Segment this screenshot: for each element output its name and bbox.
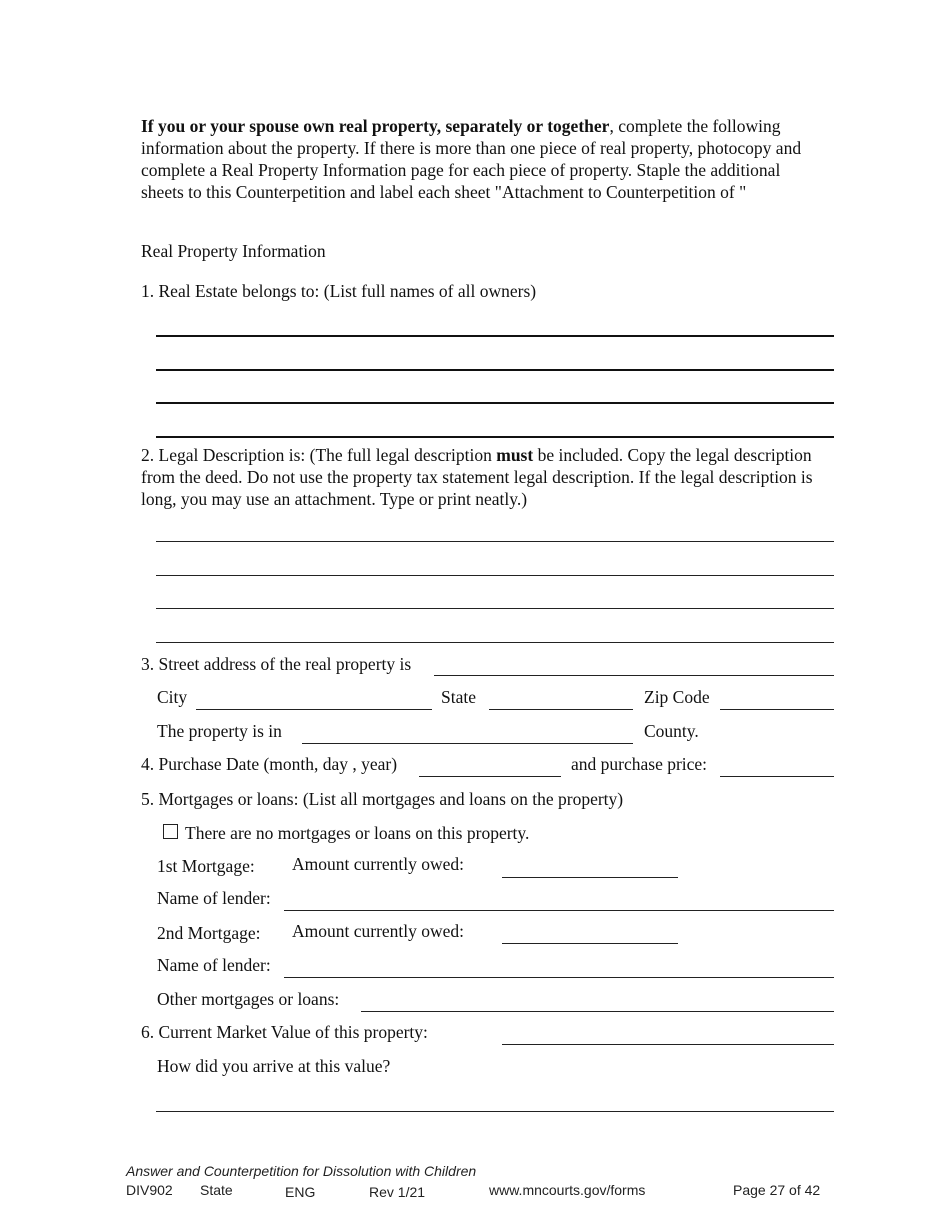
- footer-state: State: [200, 1182, 233, 1198]
- first-amount-owed-label: Amount currently owed:: [292, 854, 465, 874]
- other-loans-field[interactable]: [361, 1011, 834, 1012]
- value-method-label: How did you arrive at this value?: [157, 1056, 391, 1076]
- second-amount-owed-field[interactable]: [502, 943, 678, 944]
- footer-page-number: Page 27 of 42: [733, 1182, 821, 1198]
- first-lender-field[interactable]: [284, 910, 834, 911]
- first-amount-owed-field[interactable]: [502, 877, 678, 878]
- q2-text-before: 2. Legal Description is: (The full legal description: [141, 445, 497, 465]
- zip-label: Zip Code: [644, 687, 710, 707]
- footer-language: ENG: [285, 1184, 316, 1200]
- zip-field[interactable]: [720, 709, 834, 710]
- no-mortgage-label: There are no mortgages or loans on this property.: [185, 823, 530, 843]
- q2-legal-line-1[interactable]: [156, 541, 834, 542]
- section-title: Real Property Information: [141, 241, 326, 261]
- state-label: State: [441, 687, 476, 707]
- q2-legal-line-2[interactable]: [156, 575, 834, 576]
- q2-label: [141, 444, 829, 510]
- property-in-label: The property is in: [157, 721, 282, 741]
- intro-bold: If you or your spouse own real property, separately or together: [141, 116, 610, 136]
- q2-must: must: [496, 445, 534, 465]
- q6-label: 6. Current Market Value of this property:: [141, 1022, 428, 1042]
- intro-paragraph: [141, 115, 821, 203]
- q4-label: 4. Purchase Date (month, day , year): [141, 754, 398, 774]
- footer-url: www.mncourts.gov/forms: [489, 1182, 646, 1198]
- q1-owners-line-2[interactable]: [156, 369, 834, 371]
- footer-title: Answer and Counterpetition for Dissolution with Children: [126, 1163, 477, 1179]
- intro-text: , complete the following information about the property. If there is more than one piece of real property, photocopy and complete a Real Property Information page for each piece of property. Staple the additional sheets to this Counterpetition and label each sheet "Attachment to Counterpetition of ": [141, 116, 802, 202]
- county-field[interactable]: [302, 743, 633, 744]
- q1-owners-line-3[interactable]: [156, 402, 834, 404]
- q1-owners-line-1[interactable]: [156, 335, 834, 337]
- purchase-date-field[interactable]: [419, 776, 561, 777]
- county-label: County.: [644, 721, 699, 741]
- q2-text-after: be included. Copy the legal description from the deed. Do not use the property tax statement legal description. If the legal description is long, you may use an attachment. Type or print neatly.): [141, 445, 813, 509]
- no-mortgage-checkbox[interactable]: [163, 824, 178, 839]
- second-lender-field[interactable]: [284, 977, 834, 978]
- market-value-field[interactable]: [502, 1044, 834, 1045]
- second-amount-owed-label: Amount currently owed:: [292, 921, 465, 941]
- q1-label: 1. Real Estate belongs to: (List full names of all owners): [141, 281, 537, 301]
- first-mortgage-label: 1st Mortgage:: [157, 856, 255, 876]
- q1-owners-line-4[interactable]: [156, 436, 834, 438]
- q3-label: 3. Street address of the real property is: [141, 654, 412, 674]
- q2-legal-line-3[interactable]: [156, 608, 834, 609]
- footer-form-id: DIV902: [126, 1182, 173, 1198]
- purchase-price-label: and purchase price:: [571, 754, 708, 774]
- first-lender-label: Name of lender:: [157, 888, 271, 908]
- q2-legal-line-4[interactable]: [156, 642, 834, 643]
- second-lender-label: Name of lender:: [157, 955, 271, 975]
- other-loans-label: Other mortgages or loans:: [157, 989, 340, 1009]
- street-address-field[interactable]: [434, 675, 834, 676]
- state-field[interactable]: [489, 709, 633, 710]
- footer-revision: Rev 1/21: [369, 1184, 426, 1200]
- city-label: City: [157, 687, 188, 707]
- purchase-price-field[interactable]: [720, 776, 834, 777]
- second-mortgage-label: 2nd Mortgage:: [157, 923, 261, 943]
- value-method-field[interactable]: [156, 1111, 834, 1112]
- q5-label: 5. Mortgages or loans: (List all mortgages and loans on the property): [141, 789, 624, 809]
- city-field[interactable]: [196, 709, 432, 710]
